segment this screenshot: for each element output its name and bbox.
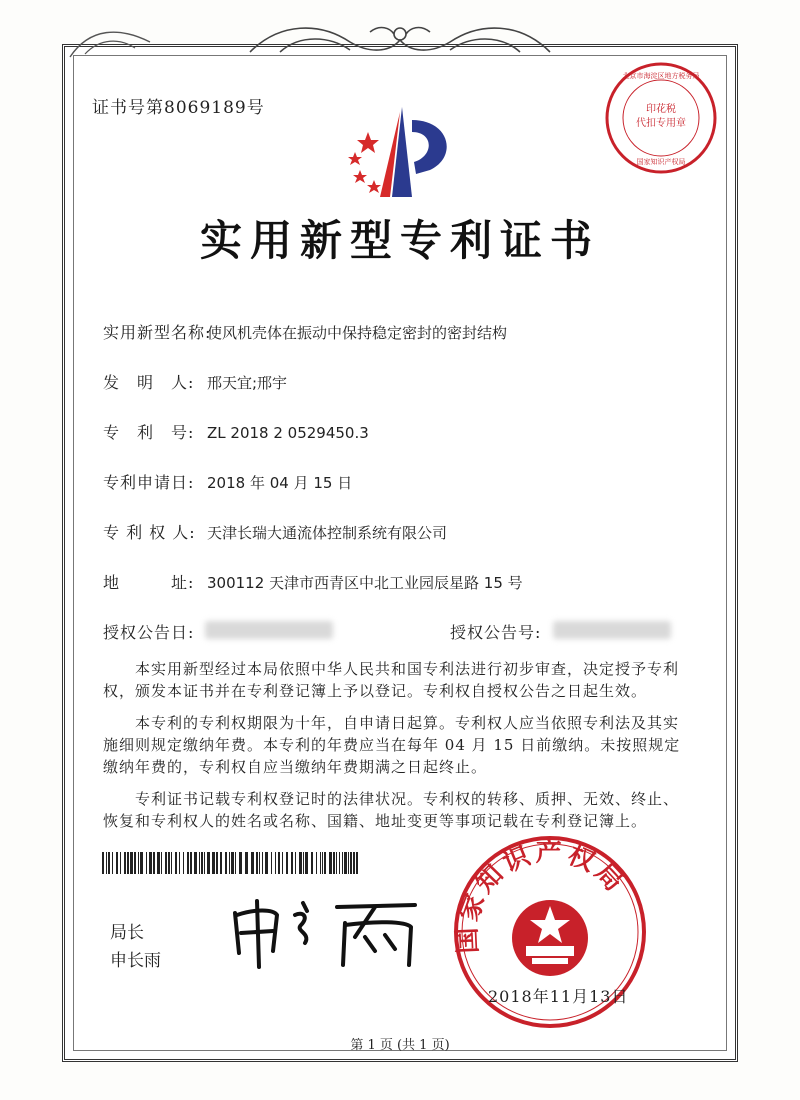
barcode-bar <box>179 852 180 874</box>
barcode-bar <box>299 852 302 874</box>
barcode-bar <box>262 852 263 874</box>
barcode-bar <box>199 852 200 874</box>
tax-stamp-icon <box>603 60 719 176</box>
barcode-bar <box>212 852 215 874</box>
barcode-bar <box>350 852 352 874</box>
barcode-bar <box>251 852 254 874</box>
patent-number-label: 专 利 号: <box>103 423 195 442</box>
barcode-bar <box>333 852 335 874</box>
barcode-bar <box>353 852 355 874</box>
svg-text:代扣专用章: 代扣专用章 <box>636 118 686 129</box>
barcode-bar <box>311 852 313 874</box>
barcode-bar <box>344 852 347 874</box>
barcode-bar <box>140 852 143 874</box>
grant-publication-date-label: 授权公告日: <box>103 623 195 642</box>
barcode-bar <box>165 852 167 874</box>
certificate-title: 实用新型专利证书 <box>199 216 600 265</box>
barcode-bar <box>190 852 192 874</box>
barcode-bar <box>265 852 268 874</box>
barcode-bar <box>175 852 177 874</box>
barcode-bar <box>291 852 293 874</box>
director-name: 申长雨 <box>110 951 161 971</box>
grant-publication-number-redacted <box>553 621 671 639</box>
barcode-bar <box>183 852 184 874</box>
barcode-bar <box>149 852 152 874</box>
barcode-bar <box>342 852 343 874</box>
barcode-bar <box>229 852 230 874</box>
barcode-bar <box>187 852 189 874</box>
barcode-bar <box>157 852 160 874</box>
barcode-bar <box>356 852 358 874</box>
barcode-bar <box>134 852 136 874</box>
barcode-bar <box>146 852 147 874</box>
filing-date-value: 2018 年 04 月 15 日 <box>207 474 353 492</box>
certificate-number: 证书号第8069189号 <box>92 98 265 118</box>
barcode-bar <box>204 852 205 874</box>
barcode-bar <box>239 852 242 874</box>
inventor-field <box>103 370 287 393</box>
barcode-bar <box>271 852 272 874</box>
patent-number-value: ZL 2018 2 0529450.3 <box>207 424 369 442</box>
barcode-bar <box>112 852 113 874</box>
barcode-bar <box>216 852 218 874</box>
utility-model-name-label: 实用新型名称: <box>103 323 212 342</box>
barcode-bar <box>168 852 170 874</box>
top-left-corner-ornament-icon <box>65 22 155 62</box>
barcode-bar <box>153 852 155 874</box>
barcode-bar <box>329 852 332 874</box>
patent-number-field <box>103 420 369 443</box>
barcode-bar <box>322 852 323 874</box>
barcode-bar <box>295 852 296 874</box>
barcode-bar <box>231 852 234 874</box>
utility-model-name-field <box>103 320 507 343</box>
barcode-bar <box>286 852 288 874</box>
barcode-bar <box>207 852 210 874</box>
barcode-bar <box>245 852 248 874</box>
barcode-bar <box>116 852 118 874</box>
barcode-bar <box>124 852 126 874</box>
barcode-bar <box>127 852 129 874</box>
inventor-label: 发 明 人: <box>103 373 195 392</box>
barcode-bar <box>259 852 260 874</box>
term-paragraph: 本专利的专利权期限为十年，自申请日起算。专利权人应当依照专利法及其实施细则规定缴纳年费。本专利的年费应当在每年 04 月 15 日前缴纳。未按照规定缴纳年费的，专利权自应当缴纳年费期满之日起终止。 <box>103 714 681 776</box>
barcode-bar <box>275 852 276 874</box>
barcode-bar <box>220 852 222 874</box>
barcode-icon <box>102 852 360 874</box>
barcode-bar <box>278 852 280 874</box>
svg-text:印花税: 印花税 <box>646 104 676 115</box>
utility-model-name-value: 使风机壳体在振动中保持稳定密封的密封结构 <box>207 324 508 342</box>
barcode-bar <box>194 852 197 874</box>
grant-publication-date-redacted <box>205 621 333 639</box>
top-ornament-icon <box>240 22 560 62</box>
barcode-bar <box>161 852 162 874</box>
barcode-bar <box>201 852 203 874</box>
barcode-bar <box>324 852 326 874</box>
grant-publication-date-field <box>103 620 207 643</box>
barcode-bar <box>130 852 133 874</box>
barcode-bar <box>225 852 227 874</box>
patentee-label: 专 利 权 人: <box>103 523 196 542</box>
barcode-bar <box>303 852 304 874</box>
barcode-bar <box>336 852 337 874</box>
seal-date: 2018年11月13日 <box>488 987 629 1006</box>
address-value: 300112 天津市西青区中北工业园辰星路 15 号 <box>207 574 523 592</box>
filing-date-field <box>103 470 352 493</box>
svg-text:国家知识产权局: 国家知识产权局 <box>452 837 632 955</box>
inventor-value: 邢天宜;邢宇 <box>207 374 288 392</box>
grant-paragraph: 本实用新型经过本局依照中华人民共和国专利法进行初步审查，决定授予专利权，颁发本证书并在专利登记簿上予以登记。专利权自授权公告之日起生效。 <box>103 660 680 700</box>
barcode-bar <box>256 852 258 874</box>
address-label: 地 址: <box>103 573 195 592</box>
patent-office-emblem-icon <box>330 102 470 202</box>
barcode-bar <box>138 852 139 874</box>
address-field <box>103 570 523 593</box>
director-title: 局长 <box>110 923 144 943</box>
barcode-bar <box>235 852 236 874</box>
director-signature-icon <box>225 893 425 973</box>
barcode-bar <box>320 852 321 874</box>
grant-publication-number-label: 授权公告号: <box>450 623 542 642</box>
svg-text:北京市海淀区地方税务局: 北京市海淀区地方税务局 <box>622 72 700 80</box>
filing-date-label: 专利申请日: <box>103 473 195 492</box>
barcode-bar <box>348 852 349 874</box>
patentee-field <box>103 520 447 543</box>
barcode-bar <box>120 852 121 874</box>
barcode-bar <box>339 852 340 874</box>
barcode-bar <box>282 852 283 874</box>
barcode-bar <box>171 852 172 874</box>
barcode-bar <box>108 852 110 874</box>
patentee-value: 天津长瑞大通流体控制系统有限公司 <box>207 524 448 542</box>
barcode-bar <box>305 852 308 874</box>
barcode-bar <box>316 852 317 874</box>
barcode-bar <box>102 852 104 874</box>
grant-publication-number-field <box>450 620 541 643</box>
page-footer: 第 1 页 (共 1 页) <box>350 1038 450 1053</box>
legal-status-paragraph: 专利证书记载专利权登记时的法律状况。专利权的转移、质押、无效、终止、恢复和专利权人的姓名或名称、国籍、地址变更等事项记载在专利登记簿上。 <box>103 790 680 830</box>
svg-text:国家知识产权局: 国家知识产权局 <box>636 158 686 166</box>
barcode-bar <box>106 852 107 874</box>
